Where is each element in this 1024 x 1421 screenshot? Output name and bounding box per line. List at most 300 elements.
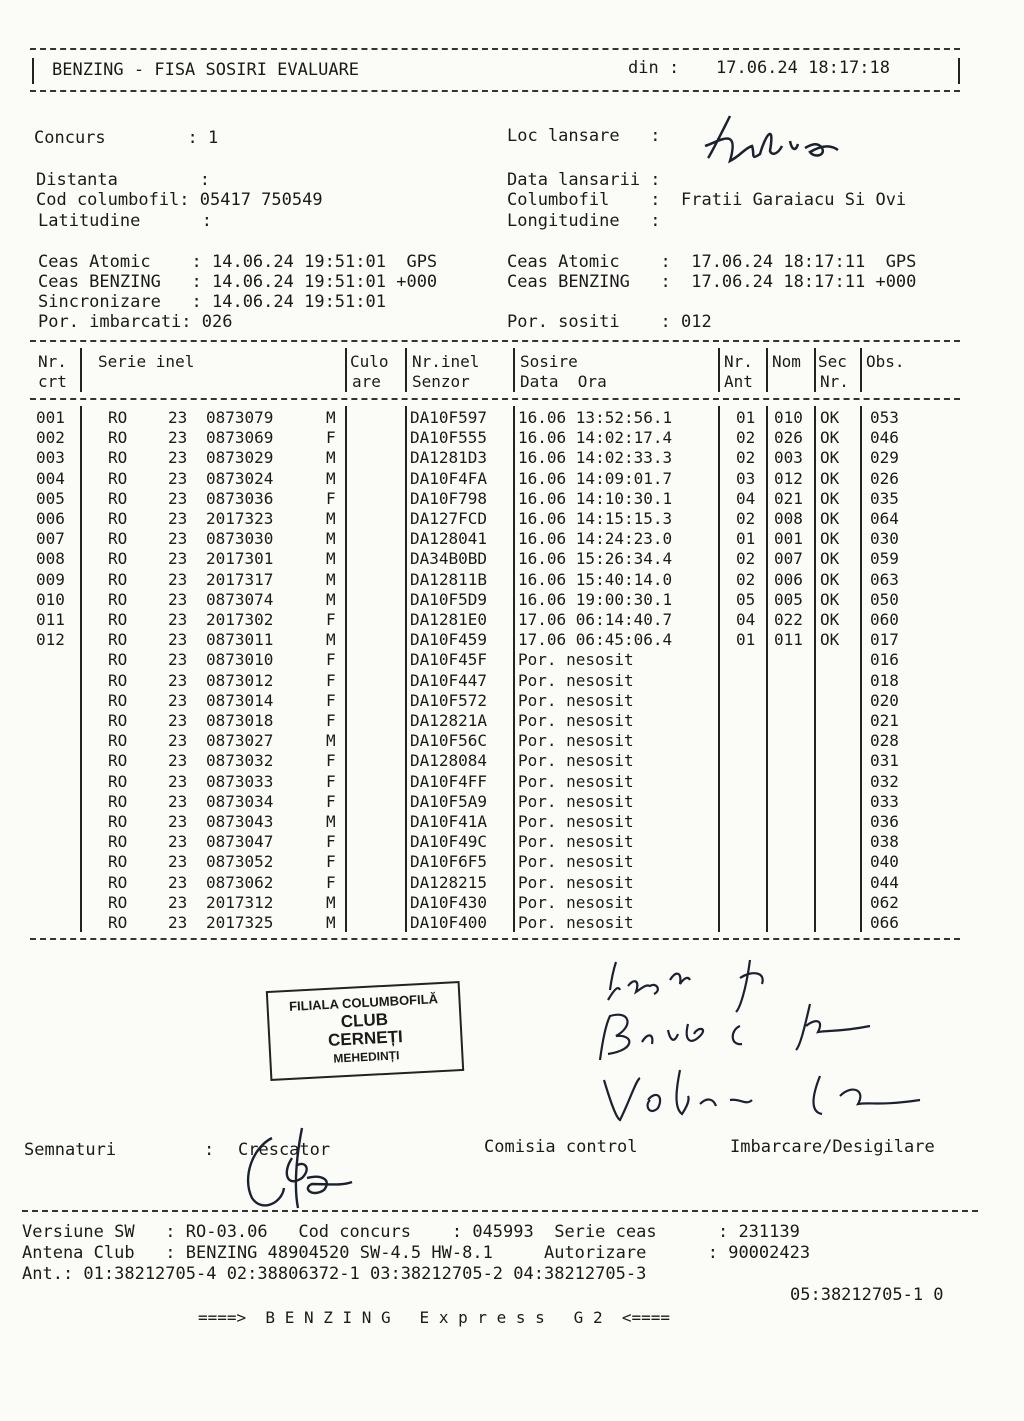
cell-senzor: DA10F430 [410,892,488,912]
cell-sex: F [326,428,336,448]
cell-sosire: Por. nesosit [518,711,634,730]
cell-tara: RO [108,892,128,912]
cell-tara: RO [108,670,128,690]
semnaturi-label: Semnaturi [24,1140,117,1160]
cell-sec: OK [820,468,840,488]
cell-ant: 01 [736,408,756,427]
report-title: BENZING - FISA SOSIRI EVALUARE [52,60,360,80]
cell-obs: 066 [870,913,899,932]
cell-sex: F [326,852,336,872]
porumbei-imbarcati: Por. imbarcati: 026 [38,312,233,332]
cell-senzor: DA34B0BD [410,549,488,569]
cell-sosire: 16.06 15:26:34.4 [518,549,673,569]
cell-sosire: 16.06 14:24:23.0 [518,529,673,549]
cell-sex: M [326,549,336,569]
cell-obs: 050 [870,589,899,609]
cell-senzor: DA12811B [410,569,488,589]
cell-senzor: DA10F45F [410,650,488,670]
cell-inel: 0873033 [206,771,274,791]
longitudine: Longitudine : [507,211,661,231]
cell-an: 23 [168,852,188,872]
cell-sec: OK [820,448,840,468]
cell-sosire: Por. nesosit [518,913,634,932]
cell-sosire: Por. nesosit [518,872,634,892]
cell-nom: 026 [774,428,803,448]
cell-tara: RO [108,751,128,771]
col-divider [513,348,515,392]
cell-tara: RO [108,832,128,852]
cell-sex: F [326,670,336,690]
cell-sex: M [326,509,336,528]
cell-sex: F [326,791,336,811]
cell-sex: M [326,812,336,831]
cell-tara: RO [108,569,128,589]
cell-inel: 2017325 [206,913,274,932]
col-divider [766,406,768,932]
footer-line-4: 05:38212705-1 0 [790,1285,944,1305]
cell-sex: M [326,569,336,589]
cell-an: 23 [168,711,188,730]
cell-sosire: 16.06 14:02:17.4 [518,428,673,448]
crescator-signature [232,1118,362,1218]
cell-nr-crt: 012 [36,630,65,650]
header-right-border [958,58,960,84]
cell-senzor: DA127FCD [410,509,488,528]
cell-an: 23 [168,589,188,609]
semnaturi-colon: : [204,1140,215,1160]
cell-nr-crt: 002 [36,428,65,448]
cell-nom: 006 [774,569,803,589]
cell-ant: 05 [736,589,756,609]
cell-tara: RO [108,488,128,508]
cell-nr-crt: 003 [36,448,65,468]
latitudine: Latitudine : [38,211,212,231]
cell-inel: 0873027 [206,731,274,751]
cell-sex: M [326,630,336,650]
cell-senzor: DA10F597 [410,408,488,427]
cell-sex: M [326,913,336,932]
footer-line-2: Antena Club : BENZING 48904520 SW-4.5 HW-8.1 Autorizare : 90002423 [22,1243,811,1263]
th-senzor: Senzor [412,372,470,391]
stamp-line-3: CERNEȚI [327,1027,404,1050]
cell-sosire: 16.06 19:00:30.1 [518,589,673,609]
cell-sosire: Por. nesosit [518,751,634,771]
cell-obs: 018 [870,670,899,690]
col-divider [80,348,82,392]
cell-sex: F [326,711,336,730]
col-divider [860,406,862,932]
th-nom: Nom [772,352,801,371]
cell-inel: 0873010 [206,650,274,670]
cell-sosire: Por. nesosit [518,731,634,751]
cell-inel: 0873018 [206,711,274,730]
cell-sosire: 16.06 14:10:30.1 [518,488,673,508]
cell-an: 23 [168,650,188,670]
cell-an: 23 [168,408,188,427]
cell-obs: 016 [870,650,899,670]
ceas-benzing-end: Ceas BENZING : 17.06.24 18:17:11 +000 [507,272,917,292]
sincronizare: Sincronizare : 14.06.24 19:51:01 [38,292,386,312]
ceas-benzing-start: Ceas BENZING : 14.06.24 19:51:01 +000 [38,272,438,292]
cell-nom: 021 [774,488,803,508]
cell-sosire: 17.06 06:14:40.7 [518,610,673,629]
cell-obs: 031 [870,751,899,771]
table-header-rule [30,398,960,400]
col-divider [766,348,768,392]
cell-obs: 033 [870,791,899,811]
cell-nr-crt: 006 [36,509,65,528]
cell-obs: 059 [870,549,899,569]
cell-obs: 026 [870,468,899,488]
cell-ant: 02 [736,428,756,448]
th-crt: crt [38,372,67,391]
cell-an: 23 [168,731,188,751]
cell-obs: 032 [870,771,899,791]
cell-senzor: DA10F56C [410,731,488,751]
cell-nom: 003 [774,448,803,468]
cell-senzor: DA128041 [410,529,488,549]
cell-sex: F [326,872,336,892]
cell-nr-crt: 001 [36,408,65,427]
cell-sex: M [326,892,336,912]
cell-an: 23 [168,690,188,710]
cell-an: 23 [168,569,188,589]
cell-inel: 0873074 [206,589,274,609]
cell-tara: RO [108,711,128,730]
cell-an: 23 [168,892,188,912]
footer-line-3: Ant.: 01:38212705-4 02:38806372-1 03:38212705-2 04:38212705-3 [22,1264,647,1284]
footer-rule [22,1210,978,1212]
cell-tara: RO [108,610,128,629]
cell-tara: RO [108,872,128,892]
cell-obs: 040 [870,852,899,872]
th-culoare-2: are [352,372,381,391]
columbofil: Columbofil : Fratii Garaiacu Si Ovi [507,190,907,210]
cell-nom: 001 [774,529,803,549]
col-divider [405,348,407,392]
cell-obs: 021 [870,711,899,730]
cell-sex: F [326,610,336,629]
cell-senzor: DA1281D3 [410,448,488,468]
cell-obs: 046 [870,428,899,448]
cell-senzor: DA10F572 [410,690,488,710]
cell-senzor: DA128084 [410,751,488,771]
cell-an: 23 [168,872,188,892]
cell-tara: RO [108,408,128,427]
cell-an: 23 [168,610,188,629]
stamp-line-4: MEHEDINȚI [333,1048,400,1066]
cell-obs: 017 [870,630,899,650]
cell-sex: F [326,650,336,670]
cell-nr-crt: 010 [36,589,65,609]
header-top-rule [30,48,960,50]
cell-nr-crt: 004 [36,468,65,488]
cell-nom: 005 [774,589,803,609]
cell-senzor: DA1281E0 [410,610,488,629]
cell-nr-crt: 011 [36,610,65,629]
cell-sex: M [326,731,336,751]
cell-an: 23 [168,549,188,569]
cell-sosire: Por. nesosit [518,791,634,811]
cell-tara: RO [108,650,128,670]
cell-an: 23 [168,913,188,932]
cell-sex: M [326,589,336,609]
cell-ant: 04 [736,610,756,629]
cell-obs: 063 [870,569,899,589]
cell-inel: 2017312 [206,892,274,912]
stamp-line-1: FILIALA COLUMBOFILĂ [288,991,439,1014]
cell-senzor: DA128215 [410,872,488,892]
cell-senzor: DA10F555 [410,428,488,448]
cell-nom: 022 [774,610,803,629]
cell-sex: F [326,751,336,771]
cell-sex: F [326,832,336,852]
cell-obs: 029 [870,448,899,468]
col-divider [718,406,720,932]
th-nr-ant: Nr. [724,352,753,371]
cell-inel: 2017301 [206,549,274,569]
cell-an: 23 [168,670,188,690]
distanta: Distanta : [36,170,210,190]
cell-sosire: 16.06 14:02:33.3 [518,448,673,468]
cell-sex: M [326,408,336,427]
cell-nr-crt: 007 [36,529,65,549]
col-divider [814,348,816,392]
comisia-control-label: Comisia control [484,1137,638,1157]
cell-sex: M [326,468,336,488]
cell-obs: 035 [870,488,899,508]
cell-tara: RO [108,630,128,650]
cell-an: 23 [168,488,188,508]
cell-inel: 0873047 [206,832,274,852]
cell-sec: OK [820,630,840,650]
table-bottom-rule [30,938,960,940]
cell-tara: RO [108,549,128,569]
cell-tara: RO [108,791,128,811]
cell-inel: 0873032 [206,751,274,771]
porumbei-sositi: Por. sositi : 012 [507,312,712,332]
cell-senzor: DA10F5D9 [410,589,488,609]
cell-nr-crt: 009 [36,569,65,589]
ceas-atomic-end: Ceas Atomic : 17.06.24 18:17:11 GPS [507,252,917,272]
cell-ant: 02 [736,509,756,528]
cell-an: 23 [168,832,188,852]
th-ant: Ant [724,372,753,391]
th-sec-nr: Nr. [820,372,849,391]
cell-sec: OK [820,589,840,609]
cell-sosire: Por. nesosit [518,832,634,852]
cell-sex: M [326,448,336,468]
loc-lansare-handwriting [700,106,850,176]
cell-sosire: Por. nesosit [518,852,634,872]
header-left-border [32,58,34,84]
cell-nr-crt: 008 [36,549,65,569]
cell-inel: 0873029 [206,448,274,468]
cell-inel: 0873024 [206,468,274,488]
th-obs: Obs. [866,352,905,371]
col-divider [405,406,407,932]
imbarcare-label: Imbarcare/Desigilare [730,1137,935,1157]
stamp-line-2: CLUB [340,1009,389,1032]
cell-tara: RO [108,468,128,488]
cell-ant: 01 [736,630,756,650]
cell-sosire: Por. nesosit [518,892,634,912]
cell-inel: 0873043 [206,812,274,831]
cell-tara: RO [108,852,128,872]
col-divider [814,406,816,932]
cell-senzor: DA10F447 [410,670,488,690]
cell-tara: RO [108,448,128,468]
cell-obs: 036 [870,812,899,831]
cell-inel: 0873069 [206,428,274,448]
cell-ant: 02 [736,549,756,569]
cell-senzor: DA10F459 [410,630,488,650]
cell-an: 23 [168,448,188,468]
ceas-atomic-start: Ceas Atomic : 14.06.24 19:51:01 GPS [38,252,438,272]
col-divider [80,406,82,932]
cell-senzor: DA10F5A9 [410,791,488,811]
cell-an: 23 [168,509,188,528]
col-divider [513,406,515,932]
cell-sosire: Por. nesosit [518,670,634,690]
cell-inel: 0873036 [206,488,274,508]
cell-sosire: 17.06 06:45:06.4 [518,630,673,650]
cell-sosire: 16.06 13:52:56.1 [518,408,673,427]
cell-obs: 064 [870,509,899,528]
col-divider [345,348,347,392]
cell-obs: 038 [870,832,899,852]
cell-an: 23 [168,529,188,549]
data-lansarii: Data lansarii : [507,170,661,190]
th-serie-inel: Serie inel [98,352,195,371]
cell-nom: 007 [774,549,803,569]
cell-sosire: 16.06 14:15:15.3 [518,509,673,528]
cell-senzor: DA12821A [410,711,488,730]
col-divider [860,348,862,392]
cell-sec: OK [820,569,840,589]
col-divider [345,406,347,932]
cell-ant: 04 [736,488,756,508]
cell-tara: RO [108,589,128,609]
th-data-ora: Data Ora [520,372,607,391]
cell-ant: 03 [736,468,756,488]
cell-inel: 0873034 [206,791,274,811]
comisia-signatures [590,950,950,1140]
cell-inel: 0873011 [206,630,274,650]
cell-tara: RO [108,509,128,528]
cell-sosire: 16.06 14:09:01.7 [518,468,673,488]
cell-an: 23 [168,630,188,650]
cell-senzor: DA10F798 [410,488,488,508]
cell-inel: 0873062 [206,872,274,892]
cell-sec: OK [820,509,840,528]
th-sec: Sec [818,352,847,371]
th-nr: Nr. [38,352,67,371]
th-nr-inel: Nr.inel [412,352,480,371]
th-sosire: Sosire [520,352,578,371]
footer-line-1: Versiune SW : RO-03.06 Cod concurs : 045993 Serie ceas : 231139 [22,1222,800,1242]
cell-senzor: DA10F400 [410,913,488,932]
cell-senzor: DA10F49C [410,832,488,852]
cell-nom: 008 [774,509,803,528]
cell-sec: OK [820,549,840,569]
concurs: Concurs : 1 [34,128,219,148]
cell-sec: OK [820,529,840,549]
col-divider [718,348,720,392]
cell-sosire: Por. nesosit [518,690,634,710]
cell-obs: 060 [870,610,899,629]
cell-an: 23 [168,468,188,488]
cell-an: 23 [168,428,188,448]
cell-inel: 0873030 [206,529,274,549]
cell-tara: RO [108,529,128,549]
cell-inel: 0873052 [206,852,274,872]
cell-ant: 02 [736,448,756,468]
cell-inel: 2017302 [206,610,274,629]
cell-tara: RO [108,771,128,791]
cell-tara: RO [108,690,128,710]
cell-obs: 028 [870,731,899,751]
cell-obs: 044 [870,872,899,892]
cell-an: 23 [168,771,188,791]
cell-tara: RO [108,812,128,831]
cell-senzor: DA10F4FF [410,771,488,791]
cell-sec: OK [820,610,840,629]
cell-an: 23 [168,812,188,831]
cell-ant: 01 [736,529,756,549]
cod-columbofil: Cod columbofil: 05417 750549 [36,190,323,210]
cell-nom: 011 [774,630,803,650]
cell-inel: 2017323 [206,509,274,528]
cell-nom: 010 [774,408,803,427]
cell-an: 23 [168,751,188,771]
cell-obs: 062 [870,892,899,912]
benzing-brand: ====> B E N Z I N G E x p r e s s G 2 <==== [198,1308,671,1327]
cell-sec: OK [820,488,840,508]
cell-sex: M [326,529,336,549]
crescator-label: Crescator [238,1140,331,1160]
cell-obs: 030 [870,529,899,549]
cell-an: 23 [168,791,188,811]
cell-tara: RO [108,913,128,932]
cell-sosire: 16.06 15:40:14.0 [518,569,673,589]
cell-ant: 02 [736,569,756,589]
cell-inel: 0873012 [206,670,274,690]
cell-sex: F [326,488,336,508]
cell-nom: 012 [774,468,803,488]
din-value: 17.06.24 18:17:18 [716,58,890,78]
cell-sex: F [326,690,336,710]
table-top-rule [30,340,960,342]
cell-sex: F [326,771,336,791]
cell-sec: OK [820,428,840,448]
cell-senzor: DA10F6F5 [410,852,488,872]
header-bottom-rule [30,90,960,92]
cell-inel: 0873079 [206,408,274,427]
cell-sosire: Por. nesosit [518,771,634,791]
club-stamp [266,981,464,1081]
cell-inel: 2017317 [206,569,274,589]
cell-tara: RO [108,731,128,751]
th-culoare: Culo [350,352,389,371]
cell-sec: OK [820,408,840,427]
loc-lansare: Loc lansare : [507,126,661,146]
cell-sosire: Por. nesosit [518,812,634,831]
cell-obs: 053 [870,408,899,427]
cell-tara: RO [108,428,128,448]
cell-nr-crt: 005 [36,488,65,508]
cell-inel: 0873014 [206,690,274,710]
